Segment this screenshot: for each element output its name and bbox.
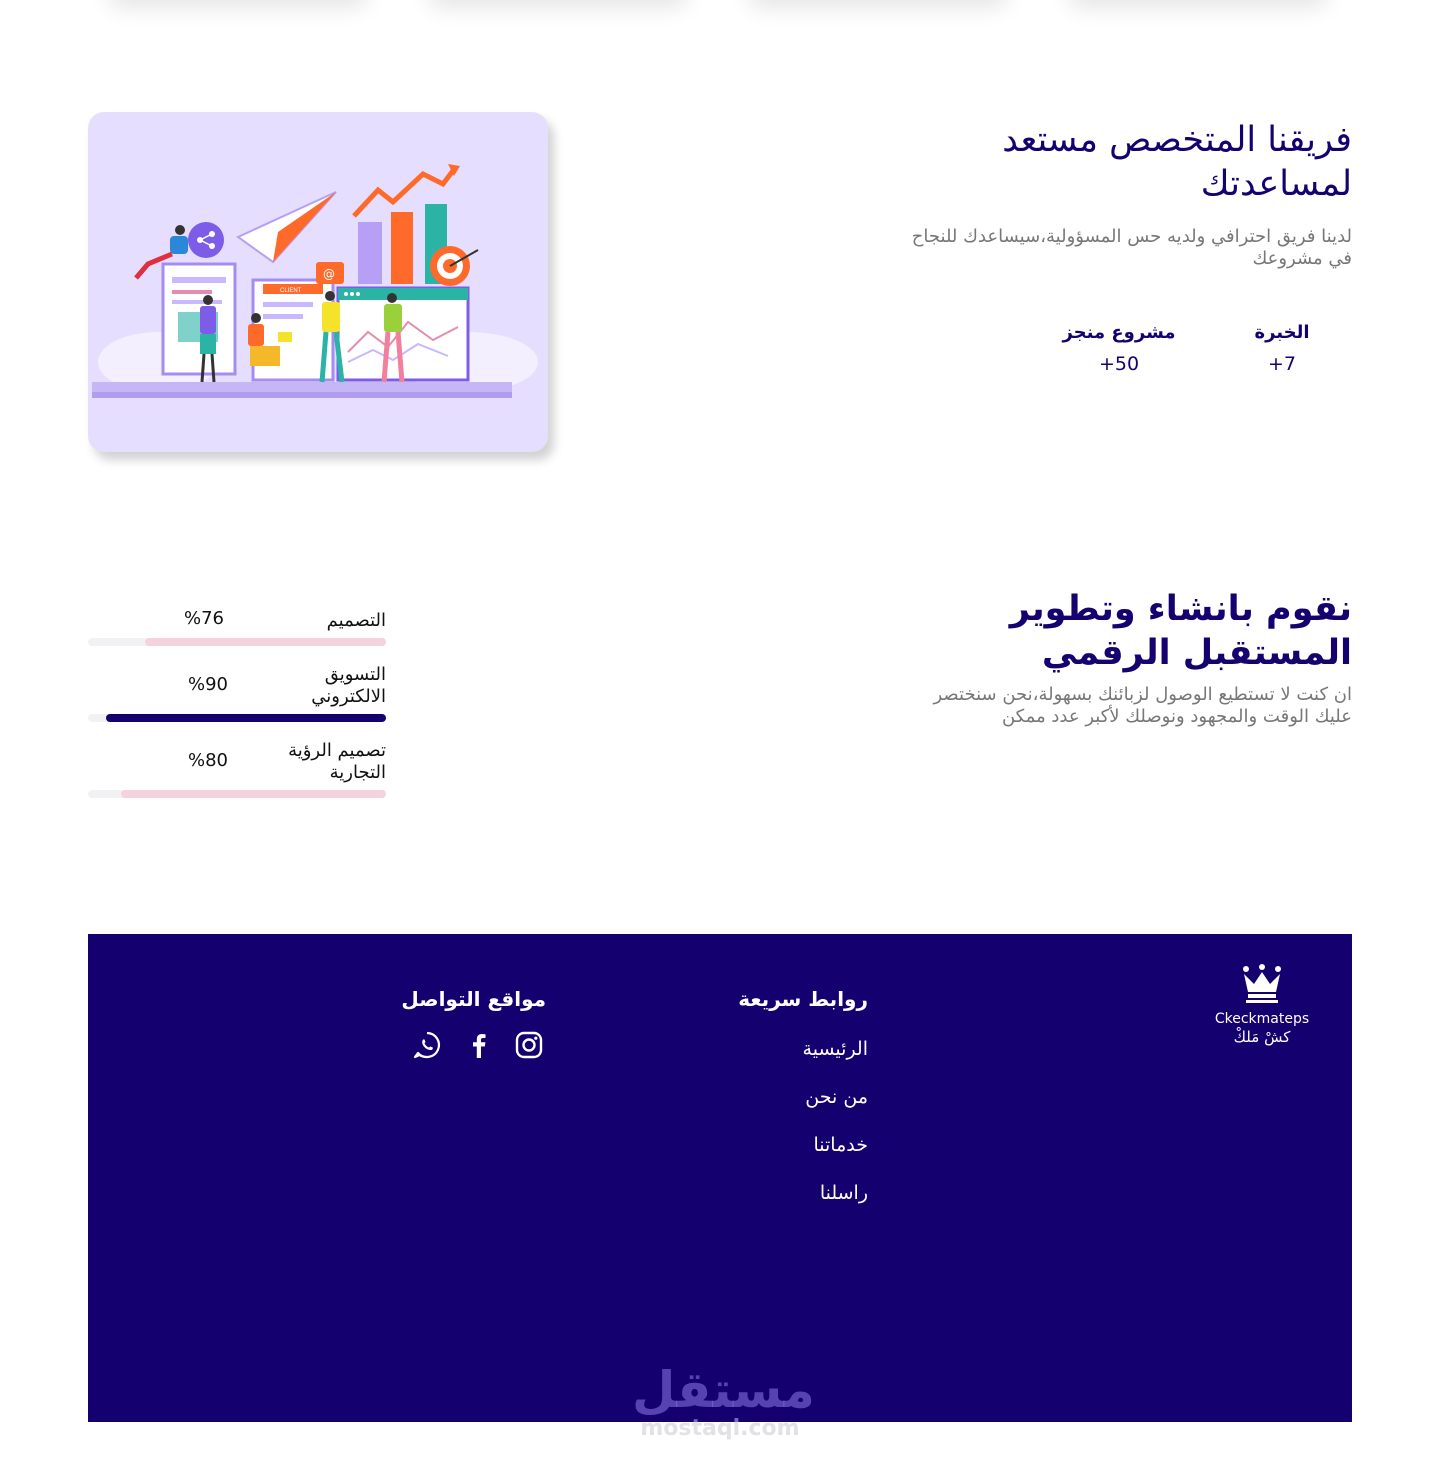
watermark-latin: mostaql.com [640, 1416, 800, 1441]
quick-links [803, 1034, 868, 1226]
brand-name-arabic: كشْ مَلكْ [1233, 1028, 1291, 1046]
brand-name: Ckeckmateps [1214, 1011, 1310, 1027]
stat-projects-label: مشروع منجز [1062, 322, 1176, 343]
link-home[interactable]: الرئيسية [802, 1038, 868, 1060]
mostaql-watermark [632, 1361, 815, 1446]
skill-brand-vision [88, 738, 386, 800]
skill-design-bar [145, 638, 386, 646]
social-icons [412, 1030, 548, 1062]
skill-brand-vision-percent: %80 [188, 750, 229, 771]
link-services[interactable]: خدماتنا [813, 1134, 868, 1156]
skill-marketing-bar [106, 714, 386, 722]
stat-experience-value: +7 [1267, 353, 1296, 375]
skill-brand-vision-name: تصميم الرؤية التجارية [288, 740, 386, 783]
svg-text:@: @ [323, 267, 335, 281]
skill-design-track [88, 638, 386, 646]
footer-logo[interactable] [1212, 964, 1312, 1046]
skill-marketing-track [88, 714, 386, 722]
skills-description: ان كنت لا تستطيع الوصول لزبائنك بسهولة،نحن سنختصر عليك الوقت والمجهود ونوصلك لأكبر عدد ممكن [933, 684, 1352, 727]
client-badge-text: CLIENT [280, 288, 302, 294]
about-title: فريقنا المتخصص مستعد لمساعدتك [1002, 120, 1352, 204]
facebook-icon[interactable] [464, 1030, 494, 1060]
instagram-icon[interactable] [514, 1030, 544, 1060]
skill-design [88, 606, 386, 648]
link-contact[interactable]: راسلنا [819, 1182, 868, 1204]
team-illustration-card [88, 112, 548, 452]
about-description: لدينا فريق احترافي ولديه حس المسؤولية،سيساعدك للنجاح في مشروعك [911, 226, 1352, 269]
quick-links-title: روابط سريعة [738, 987, 868, 1011]
stat-experience [1252, 320, 1312, 378]
skills-title: نقوم بانشاء وتطوير المستقبل الرقمي [1009, 589, 1352, 673]
stat-projects [1054, 320, 1184, 378]
skill-brand-vision-track [88, 790, 386, 798]
social-title: مواقع التواصل [401, 987, 546, 1011]
skill-marketing [88, 662, 386, 724]
stat-experience-label: الخبرة [1254, 322, 1310, 343]
skill-brand-vision-bar [121, 790, 386, 798]
stat-projects-value: +50 [1098, 353, 1140, 375]
skill-design-name: التصميم [326, 610, 386, 631]
watermark-arabic: مستقل [632, 1361, 815, 1419]
site-footer [88, 934, 1352, 1422]
crown-icon [1240, 964, 1284, 1004]
skill-design-percent: %76 [184, 608, 225, 629]
skill-marketing-name: التسويق الالكتروني [311, 664, 386, 707]
whatsapp-icon[interactable] [412, 1030, 442, 1060]
team-analytics-illustration [88, 112, 548, 452]
skill-marketing-percent: %90 [188, 674, 229, 695]
link-about[interactable]: من نحن [805, 1086, 868, 1108]
